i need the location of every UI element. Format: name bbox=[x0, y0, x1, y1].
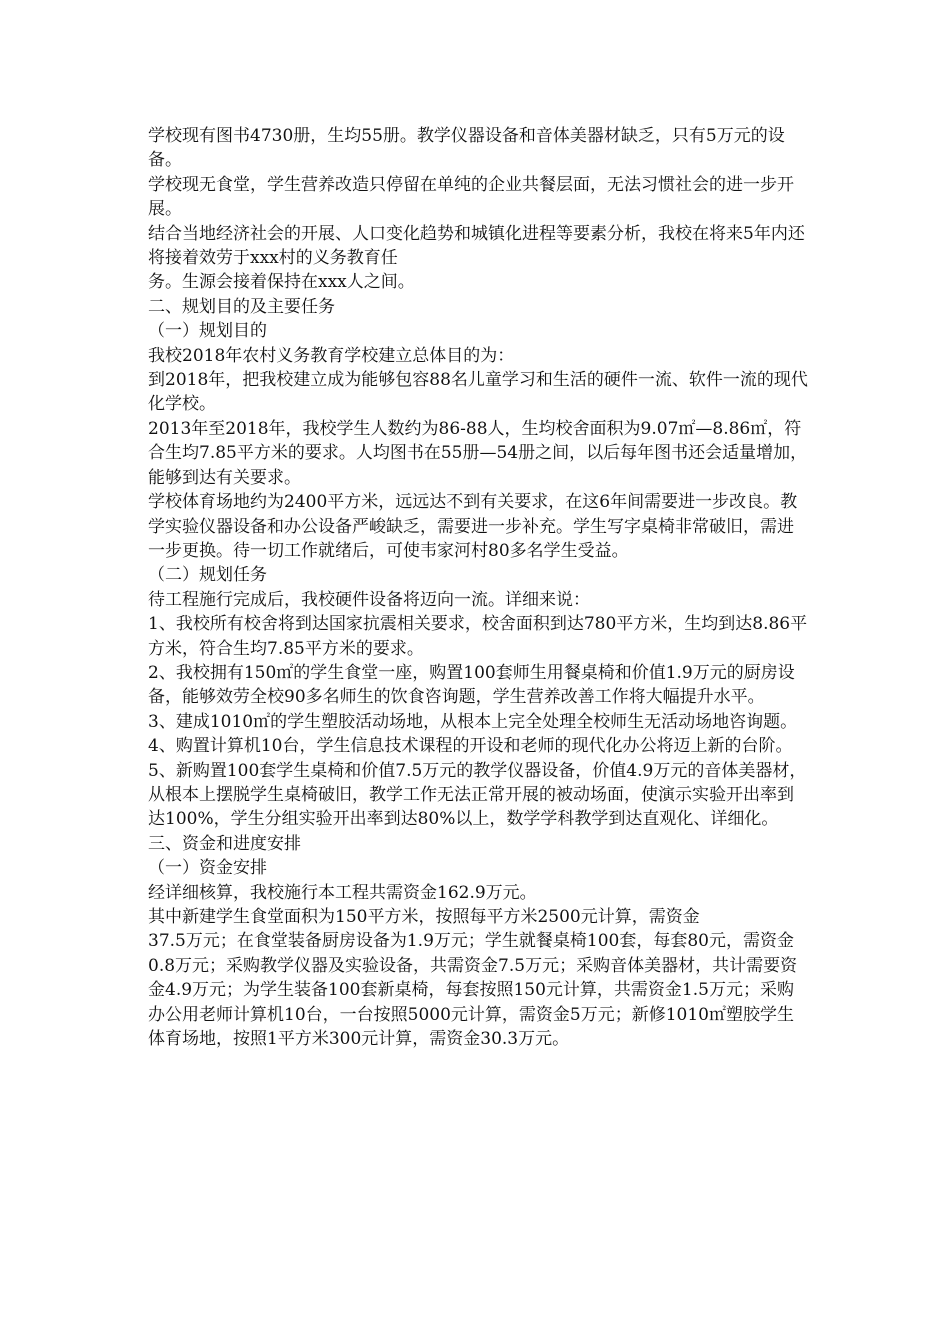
list-item-task-4: 4、购置计算机10台，学生信息技术课程的开设和老师的现代化办公将迈上新的台阶。 bbox=[148, 736, 793, 757]
list-item-task-2: 2、我校拥有150㎡的学生食堂一座，购置100套师生用餐桌椅和价值1.9万元的厨房设备，能够效劳全校90多名师生的饮食咨询题，学生营养改善工作将大幅提升水平。 bbox=[148, 662, 795, 708]
subsection-heading-goals: （一）规划目的 bbox=[148, 321, 267, 342]
paragraph-canteen: 学校现无食堂，学生营养改造只停留在单纯的企业共餐层面，无法习惯社会的进一步开展。 bbox=[148, 174, 794, 220]
paragraph-enrollment: 务。生源会接着保持在xxx人之间。 bbox=[148, 272, 415, 293]
paragraph-sports-ground: 学校体育场地约为2400平方米，远远达不到有关要求，在这6年间需要进一步改良。教学实验仪器设备和办公设备严峻缺乏，需要进一步补充。学生写字桌椅非常破旧，需进一步更换。待一切工作就绪后，可使韦家河村80多名学生受益。 bbox=[148, 492, 798, 561]
document-body bbox=[148, 124, 808, 1051]
paragraph-library-equipment: 学校现有图书4730册，生均55册。教学仪器设备和音体美器材缺乏，只有5万元的设备。 bbox=[148, 126, 785, 171]
paragraph-overall-goal: 到2018年，把我校建立成为能够包容88名儿童学习和生活的硬件一流、软件一流的现代化学校。 bbox=[148, 370, 808, 415]
paragraph-funding-canteen: 其中新建学生食堂面积为150平方米，按照每平方米2500元计算，需资金 bbox=[148, 907, 700, 927]
paragraph-funding-total: 经详细核算，我校施行本工程共需资金162.9万元。 bbox=[148, 882, 537, 903]
list-item-task-3: 3、建成1010㎡的学生塑胶活动场地，从根本上完全处理全校师生无活动场地咨询题。 bbox=[148, 711, 798, 732]
list-item-task-1: 1、我校所有校舍将到达国家抗震相关要求，校舍面积到达780平方米，生均到达8.86平方米，符合生均7.85平方米的要求。 bbox=[148, 614, 808, 659]
subsection-heading-funding: （一）资金安排 bbox=[148, 858, 267, 879]
section-heading-funding-schedule: 三、资金和进度安排 bbox=[148, 833, 301, 854]
paragraph-funding-breakdown: 37.5万元；在食堂装备厨房设备为1.9万元；学生就餐桌椅100套，每套80元，需资金0.8万元；采购教学仪器及实验设备，共需资金7.5万元；采购音体美器材，共计需要资金4.9万元；为学生装备100套新桌椅，每套按照150元计算，共需资金1.5万元；采购办公用老师计算机10台，一台按照5000元计算，需资金5万元；新修1010㎡塑胶学生体育场地，按照1平方米300元计算，需资金30.3万元。 bbox=[148, 931, 798, 1050]
list-item-task-5: 5、新购置100套学生桌椅和价值7.5万元的教学仪器设备，价值4.9万元的音体美器材，从根本上摆脱学生桌椅破旧，教学工作无法正常开展的被动场面，使演示实验开出率到达100%，学生分组实验开出率到达80%以上，数学学科教学到达直观化、详细化。 bbox=[148, 760, 807, 830]
paragraph-student-numbers: 2013年至2018年，我校学生人数约为86-88人，生均校舍面积为9.07㎡—8.86㎡，符合生均7.85平方米的要求。人均图书在55册—54册之间，以后每年图书还会适量增加，能够到达有关要求。 bbox=[148, 418, 808, 488]
paragraph-overall-goal-intro: 我校2018年农村义务教育学校建立总体目的为： bbox=[148, 345, 515, 366]
paragraph-tasks-intro: 待工程施行完成后，我校硬件设备将迈向一流。详细来说： bbox=[148, 589, 590, 610]
paragraph-analysis: 结合当地经济社会的开展、人口变化趋势和城镇化进程等要素分析，我校在将来5年内还将接着效劳于xxx村的义务教育任 bbox=[148, 223, 805, 269]
subsection-heading-tasks: （二）规划任务 bbox=[148, 565, 267, 586]
section-heading-goals-tasks: 二、规划目的及主要任务 bbox=[148, 296, 335, 317]
